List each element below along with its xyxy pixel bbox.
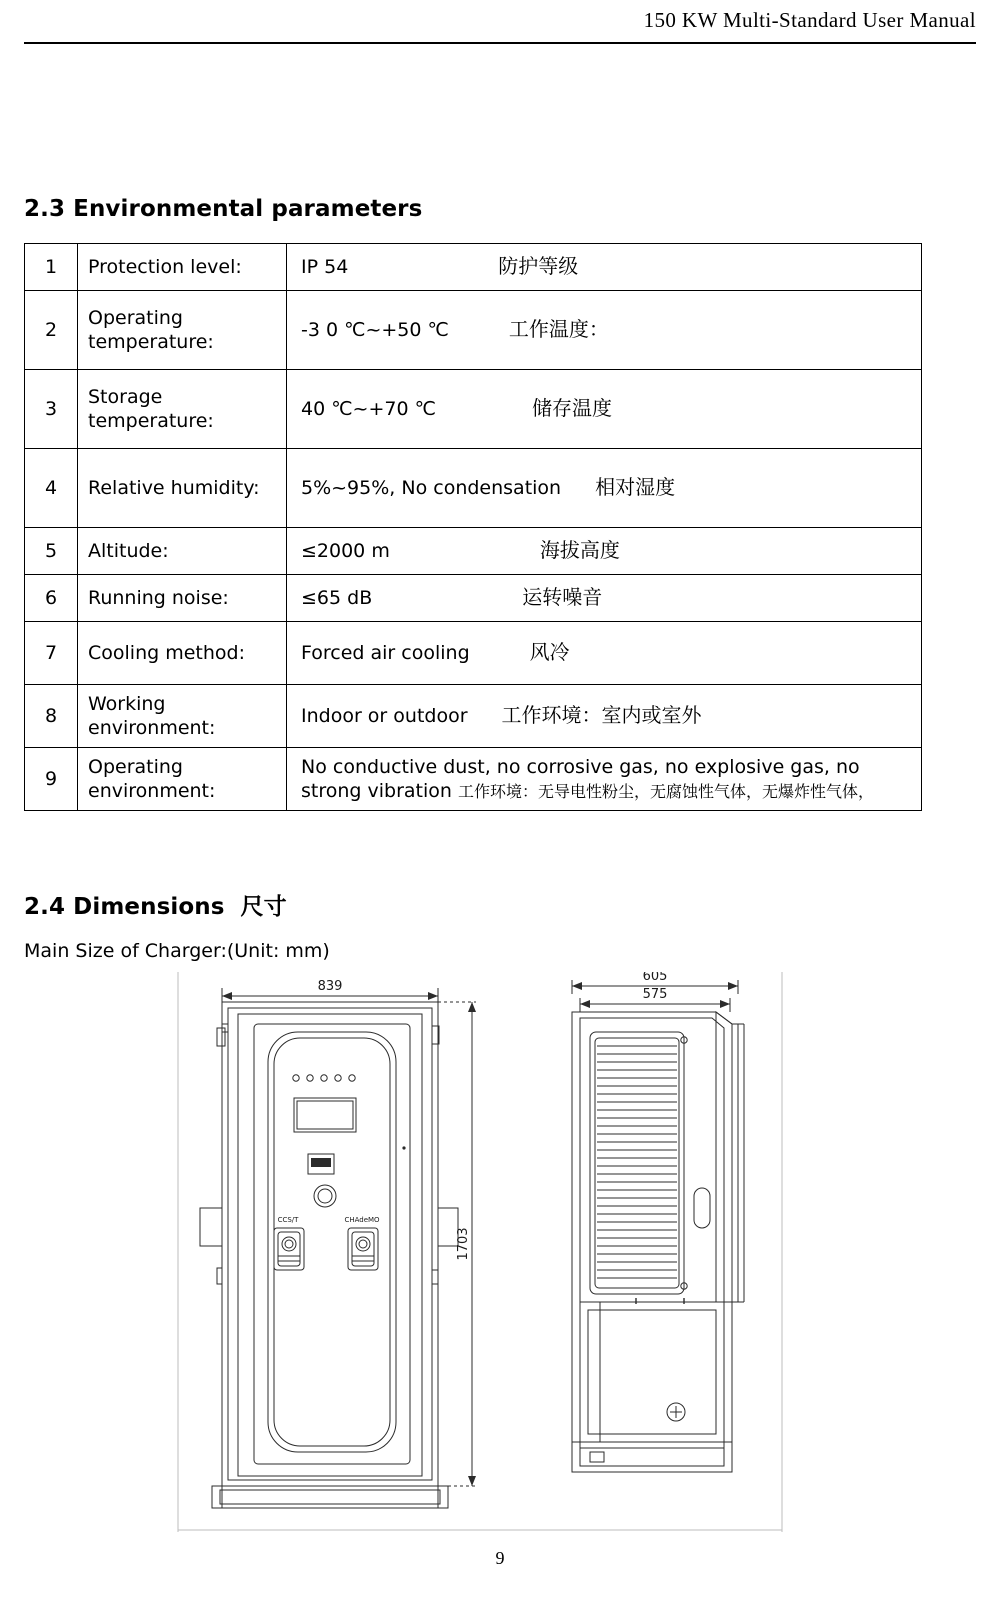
section-heading-environmental [24, 196, 422, 222]
row-number: 2 [25, 291, 78, 370]
charger-drawing-svg [176, 972, 784, 1532]
section-heading-dimensions [24, 888, 287, 921]
table-row [25, 449, 922, 528]
row-number: 4 [25, 449, 78, 528]
row-label: Cooling method: [78, 622, 287, 685]
row-value-cn: 海拔高度 [539, 538, 620, 563]
side-width-outer-label: 605 [642, 972, 668, 984]
section-heading-environmental-text: 2.3 Environmental parameters [24, 196, 423, 222]
row-value-cn: 工作温度： [508, 317, 609, 342]
row-value [287, 528, 922, 575]
table-row [25, 748, 922, 811]
row-label: Working environment: [78, 685, 287, 748]
row-value-cn: 运转噪音 [522, 585, 603, 610]
row-value-en: Forced air cooling [301, 642, 470, 665]
front-width-dimension-label: 839 [317, 979, 343, 994]
row-value-en: Indoor or outdoor [301, 705, 468, 728]
table-row [25, 291, 922, 370]
row-number: 8 [25, 685, 78, 748]
row-label: Protection level: [78, 244, 287, 291]
row-value [287, 449, 922, 528]
row-number: 7 [25, 622, 78, 685]
row-number: 9 [25, 748, 78, 811]
environmental-parameters-table [24, 243, 922, 811]
row-value-en: IP 54 [301, 256, 349, 279]
header-title: 150 KW Multi-Standard User Manual [643, 8, 976, 32]
row-value-cn: 工作环境：室内或室外 [501, 703, 702, 728]
row-label: Relative humidity: [78, 449, 287, 528]
row-number: 3 [25, 370, 78, 449]
section-heading-dimensions-cn: 尺寸 [240, 894, 287, 920]
row-value [287, 575, 922, 622]
row-number: 5 [25, 528, 78, 575]
row-value-cn: 相对湿度 [595, 475, 676, 500]
table-row [25, 528, 922, 575]
table-row [25, 244, 922, 291]
row-value-cn: 工作环境：无导电性粉尘，无腐蚀性气体，无爆炸性气体， [458, 782, 875, 801]
header-divider [24, 42, 976, 44]
page-header [24, 8, 976, 44]
row-value-cn: 储存温度 [531, 396, 612, 421]
row-value-en: No conductive dust, no corrosive gas, no explosive gas, no strong vibration [301, 755, 860, 802]
row-number: 6 [25, 575, 78, 622]
row-value [287, 622, 922, 685]
row-label: Altitude: [78, 528, 287, 575]
row-value [287, 370, 922, 449]
row-value [287, 748, 922, 811]
page-number: 9 [495, 1548, 505, 1568]
row-value-en: 40 ℃~+70 ℃ [301, 398, 436, 421]
row-label: Operating temperature: [78, 291, 287, 370]
table-row [25, 622, 922, 685]
row-value-en: 5%~95%, No condensation [301, 477, 562, 500]
table-row [25, 370, 922, 449]
row-label: Running noise: [78, 575, 287, 622]
row-number: 1 [25, 244, 78, 291]
side-width-inner-label: 575 [642, 987, 668, 1002]
row-value [287, 685, 922, 748]
table-row [25, 575, 922, 622]
port-right-label: CHAdeMO [344, 1216, 380, 1224]
table-row [25, 685, 922, 748]
row-value-cn: 防护等级 [498, 254, 579, 279]
row-value [287, 244, 922, 291]
drawing-caption: Main Size of Charger:(Unit: mm) [24, 940, 330, 962]
section-heading-dimensions-text: 2.4 Dimensions [24, 894, 225, 920]
row-value-en: ≤65 dB [301, 587, 373, 610]
row-value-cn: 风冷 [529, 640, 570, 665]
row-value [287, 291, 922, 370]
row-value-en: -3 0 ℃~+50 ℃ [301, 319, 449, 342]
height-dimension-label: 1703 [456, 1227, 471, 1261]
row-value-en: ≤2000 m [301, 540, 390, 563]
port-left-label: CCS/T [277, 1216, 299, 1224]
row-label: Storage temperature: [78, 370, 287, 449]
charger-dimension-drawing [176, 972, 784, 1532]
row-label: Operating environment: [78, 748, 287, 811]
